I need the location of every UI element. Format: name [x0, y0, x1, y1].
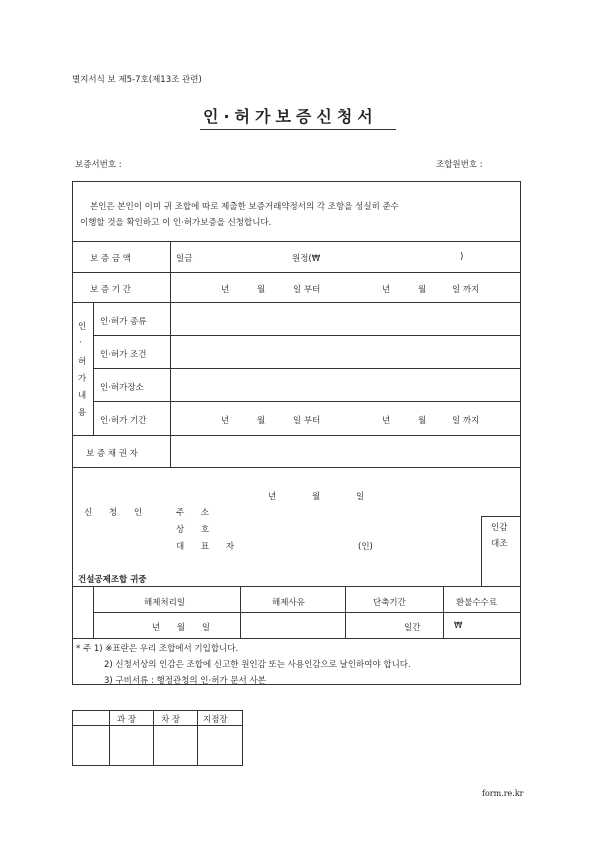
approval-deputy-manager: 차 장: [161, 715, 181, 725]
application-date-month: 월: [312, 492, 321, 502]
permit-condition-label: 인·허가 조건: [100, 350, 147, 360]
member-number-label: 조합원번호 :: [436, 160, 483, 170]
permit-from-month: 월: [257, 416, 266, 426]
permit-to-day: 일 까지: [452, 416, 480, 426]
representative-label: 대 표 자: [176, 542, 242, 552]
refund-fee-header: 환불수수료: [456, 598, 498, 608]
permit-group-char: 내: [78, 391, 87, 401]
seal-check-label: 대조: [491, 539, 508, 549]
address-label: 주 소: [176, 508, 217, 518]
permit-from-year: 년: [221, 416, 230, 426]
permit-group-char: 용: [78, 408, 87, 418]
seal-check-label: 인감: [491, 523, 508, 533]
permit-period-label: 인·허가 기간: [100, 416, 147, 426]
amount-close: ): [460, 252, 464, 262]
applicant-label: 신 청 인: [84, 508, 150, 518]
declaration-line-2: 이행할 것을 확인하고 이 인·허가보증을 신청합니다.: [80, 218, 272, 228]
application-date-year: 년: [268, 492, 277, 502]
declaration-line-1: 본인은 본인이 이미 귀 조합에 따로 제출한 보증거래약정서의 각 조항을 성실히 준수: [90, 202, 399, 212]
note-3: 3) 구비서류 : 행정관청의 인·허가 문서 사본: [104, 676, 266, 686]
amount-prefix: 일금: [176, 254, 193, 264]
note-1: * 주 1) ※표란은 우리 조합에서 기입합니다.: [76, 644, 239, 654]
permit-group-char: 가: [78, 374, 87, 384]
permit-to-year: 년: [382, 416, 391, 426]
guarantee-number-label: 보증서번호 :: [75, 160, 122, 170]
period-from-year: 년: [221, 285, 230, 295]
permit-type-label: 인·허가 종류: [100, 317, 147, 327]
amount-label: 보 증 금 액: [90, 254, 131, 264]
period-to-month: 월: [418, 285, 427, 295]
permit-group-char: 인: [78, 322, 87, 332]
approval-section-chief: 과 장: [117, 715, 137, 725]
form-reference: 별지서식 보 제5-7호(제13조 관련): [72, 75, 202, 85]
cancel-date-value: 년 월 일: [152, 623, 211, 633]
seal-mark: (인): [358, 542, 373, 552]
recipient-label: 건설공제조합 귀중: [78, 575, 147, 585]
shortened-period-header: 단축기간: [373, 598, 406, 608]
permit-from-day: 일 부터: [293, 416, 321, 426]
amount-won: 원정(₩: [292, 254, 321, 264]
period-to-year: 년: [382, 285, 391, 295]
page-title: 인·허가보증신청서: [203, 107, 378, 126]
period-from-month: 월: [257, 285, 266, 295]
cancel-date-header: 해제처리일: [144, 598, 186, 608]
permit-group-char: ·: [79, 338, 82, 348]
watermark: form.re.kr: [482, 789, 524, 798]
permit-to-month: 월: [418, 416, 427, 426]
period-from-day: 일 부터: [293, 285, 321, 295]
permit-group-char: 허: [78, 357, 87, 367]
trade-name-label: 상 호: [176, 525, 217, 535]
period-to-day: 일 까지: [452, 285, 480, 295]
approval-branch-manager: 지점장: [203, 715, 228, 725]
permit-place-label: 인·허가장소: [100, 383, 144, 393]
shortened-days: 일간: [404, 623, 421, 633]
period-label: 보 증 기 간: [90, 285, 131, 295]
note-2: 2) 신청서상의 인감은 조합에 신고한 원인감 또는 사용인감으로 날인하여야 합니다.: [104, 660, 411, 670]
cancel-reason-header: 해제사유: [272, 598, 305, 608]
refund-won: ₩: [454, 621, 463, 631]
creditor-label: 보 증 채 권 자: [86, 449, 138, 459]
application-date-day: 일: [356, 492, 365, 502]
